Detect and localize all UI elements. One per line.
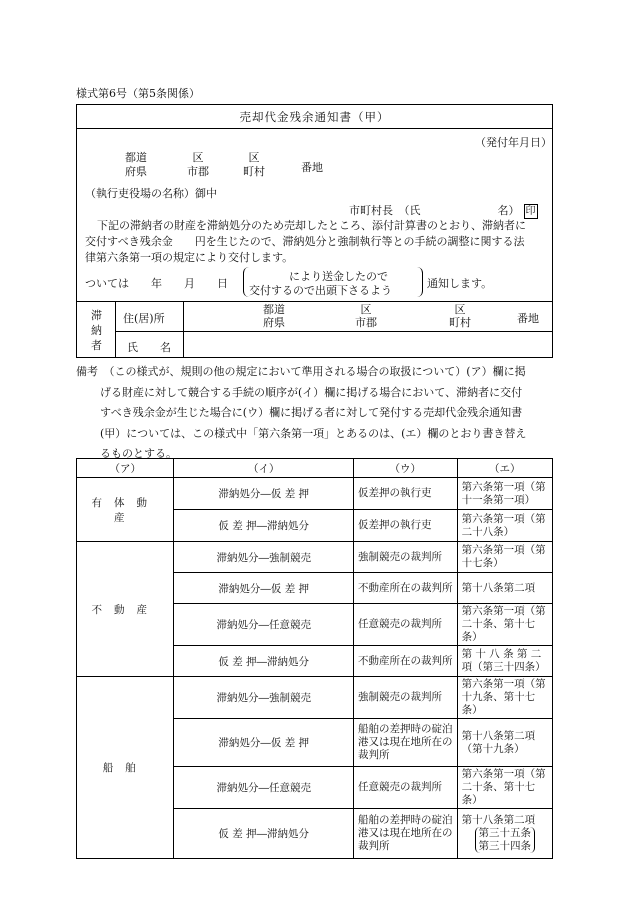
- seal-mark: 印: [525, 206, 536, 217]
- header-e: （エ）: [457, 459, 552, 478]
- signer-line: 市町村長 （氏 名） 印: [349, 204, 536, 217]
- address-prefecture: 都道 府県: [125, 151, 147, 178]
- name-label: 氏 名: [127, 341, 171, 354]
- remarks-line-5: るものとする。: [100, 447, 177, 460]
- body-line-1: 下記の滞納者の財産を滞納処分のため売却したところ、添付計算書のとおり、滞納者に: [97, 219, 526, 232]
- address-city: 区 町村: [243, 151, 265, 178]
- table-row: 仮 差 押―滞納処分 仮差押の執行吏 第六条第一項（第二十八条）: [77, 510, 553, 542]
- residence-prefecture: 都道 府県: [263, 303, 285, 329]
- closing-prefix: ついては 年 月 日: [85, 277, 228, 290]
- remarks-line-1: 備考 （この様式が、規則の他の規定において準用される場合の取扱について）(ア）欄に掲: [76, 365, 526, 378]
- rewrite-table: [76, 458, 553, 859]
- header-u: （ウ）: [353, 459, 457, 478]
- remarks-line-2: げる財産に対して競合する手続の順序が(イ）欄に掲げる場合において、滞納者に交付: [100, 385, 523, 399]
- address-lot: 番地: [301, 161, 323, 174]
- residence-city: 区 町村: [449, 303, 471, 329]
- delinquent-label: 滞 納 者: [91, 309, 102, 352]
- category-movables: 有体動産: [77, 478, 174, 542]
- residence-lot: 番地: [517, 312, 539, 325]
- table-row: 滞納処分―任意競売 任意競売の裁判所 第六条第一項（第二十条、第十七条）: [77, 604, 553, 646]
- table-row: 仮 差 押―滞納処分 船舶の差押時の碇泊港又は現在地所在の裁判所 第十八条第二項 第三十五条 第三十四条: [77, 809, 553, 859]
- category-real-estate: 不動産: [77, 542, 174, 677]
- address-ward: 区 市郡: [187, 151, 209, 178]
- notice-title: 売却代金残余通知書（甲）: [77, 105, 552, 129]
- table-header-row: [77, 459, 553, 478]
- table-row: 滞納処分―任意競売 任意競売の裁判所 第六条第一項（第二十条、第十七条）: [77, 767, 553, 809]
- notice-box: [76, 104, 553, 358]
- rewrite-with-paren: 第十八条第二項 第三十五条 第三十四条: [457, 809, 552, 859]
- table-row: 滞納処分―仮 差 押 不動産所在の裁判所 第十八条第二項: [77, 573, 553, 604]
- closing-suffix: 通知します。: [427, 277, 493, 290]
- form-number: 様式第6号（第5条関係）: [76, 87, 200, 100]
- header-i: （イ）: [174, 459, 354, 478]
- table-row: 有体動産 滞納処分―仮 差 押 仮差押の執行吏 第六条第一項（第十一条第一項）: [77, 478, 553, 510]
- delinquent-section: [77, 301, 552, 357]
- closing-option-2: 交付するので出頭下さるよう: [249, 284, 392, 297]
- remarks-line-3: すべき残余金が生じた場合に(ウ）欄に掲げる者に対して発付する売却代金残余通知書: [100, 406, 523, 419]
- remarks: [76, 362, 553, 465]
- closing-option-1: により送金したので: [289, 270, 388, 283]
- body-line-2: 交付すべき残余金 円を生じたので、滞納処分と強制執行等との手続の調整に関する法: [85, 235, 525, 248]
- body-line-3: 律第六条第一項の規定により交付します。: [85, 251, 294, 264]
- category-ship: 船舶: [77, 677, 174, 859]
- table-row: 船舶 滞納処分―強制競売 強制競売の裁判所 第六条第一項（第十九条、第十七条）: [77, 677, 553, 719]
- header-a: （ア）: [77, 459, 174, 478]
- residence-ward: 区 市郡: [355, 303, 377, 329]
- table-row: 滞納処分―仮 差 押 船舶の差押時の碇泊港又は現在地所在の裁判所 第十八条第二項（第十九条）: [77, 719, 553, 767]
- table-row: 不動産 滞納処分―強制競売 強制競売の裁判所 第六条第一項（第十七条）: [77, 542, 553, 573]
- residence-label: 住(居)所: [123, 312, 165, 325]
- remarks-line-4: (甲）については、この様式中「第六条第一項」とあるのは、(エ）欄のとおり書き替え: [100, 426, 527, 440]
- paren-group: 第三十五条 第三十四条: [475, 827, 536, 853]
- issue-date: （発付年月日）: [475, 136, 552, 149]
- table-row: 仮 差 押―滞納処分 不動産所在の裁判所 第 十 八 条 第 二 項（第三十四条）: [77, 646, 553, 677]
- office-name: （執行吏役場の名称）御中: [85, 187, 217, 200]
